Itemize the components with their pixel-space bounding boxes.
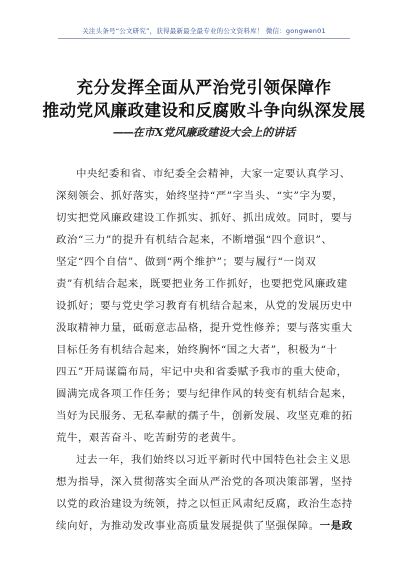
subtitle-text: 在市X党风廉政建设大会上的讲话 — [132, 126, 296, 139]
body-line: 当好为民服务、无私奉献的孺子牛，创新发展、攻坚克难的拓 — [56, 410, 353, 422]
body-line: 目标任务有机结合起来，始终胸怀“国之大者”，积极为“十 — [56, 344, 338, 356]
body-line: 以党的政治建设为统领，持之以恒正风肃纪反腐，政治生态持 — [56, 498, 353, 510]
body-line: 中央纪委和省、市纪委全会精神，大家一定要认真学习、 — [76, 168, 351, 180]
body-line: 过去一年，我们始终以习近平新时代中国特色社会主义思 — [76, 454, 351, 466]
header-divider — [58, 38, 350, 39]
body-line: 荒牛，艰苦奋斗、吃苦耐劳的老黄牛。 — [56, 432, 243, 444]
body-line-with-bold — [56, 519, 356, 533]
body-line: 想为指导，深入贯彻落实全面从严治党的各项决策部署，坚持 — [56, 476, 353, 488]
bold-heading-start: 一是政 — [319, 520, 353, 532]
body-line: 政治“三力”的提升有机结合起来，不断增强“四个意识”、 — [56, 234, 333, 246]
body-line: 四五”开局谋篇布局，牢记中央和省委赋予我市的重大使命， — [56, 366, 348, 378]
header-note: 关注头条号“公文研究”，获得最新最全最专业的公文资料库！ 微信：gongwen01 — [82, 27, 326, 35]
document-title-line-2: 推动党风廉政建设和反腐败斗争向纵深发展 — [42, 101, 366, 120]
subtitle-dash: —— — [112, 126, 133, 139]
body-line: 深刻领会、抓好落实，始终坚持“严”字当头、“实”字为要， — [56, 190, 344, 202]
document-title-line-1: 充分发挥全面从严治党引领保障作 — [76, 78, 332, 97]
body-line: 设抓好；要与党史学习教育有机结合起来，从党的发展历史中 — [56, 300, 353, 312]
body-line: 圆满完成各项工作任务；要与纪律作风的转变有机结合起来， — [56, 388, 353, 400]
body-line: 坚定“四个自信”、做到“两个维护”；要与履行“一岗双 — [56, 256, 317, 268]
body-line: 汲取精神力量，砥砺意志品格，提升党性修养；要与落实重大 — [56, 322, 353, 334]
body-line-text: 续向好，为推动发改事业高质量发展提供了坚强保障。 — [56, 520, 320, 532]
body-line: 责”有机结合起来，既要把业务工作抓好，也要把党风廉政建 — [56, 278, 348, 290]
body-line: 切实把党风廉政建设工作抓实、抓好、抓出成效。同时，要与 — [56, 212, 353, 224]
document-subtitle — [0, 124, 408, 140]
